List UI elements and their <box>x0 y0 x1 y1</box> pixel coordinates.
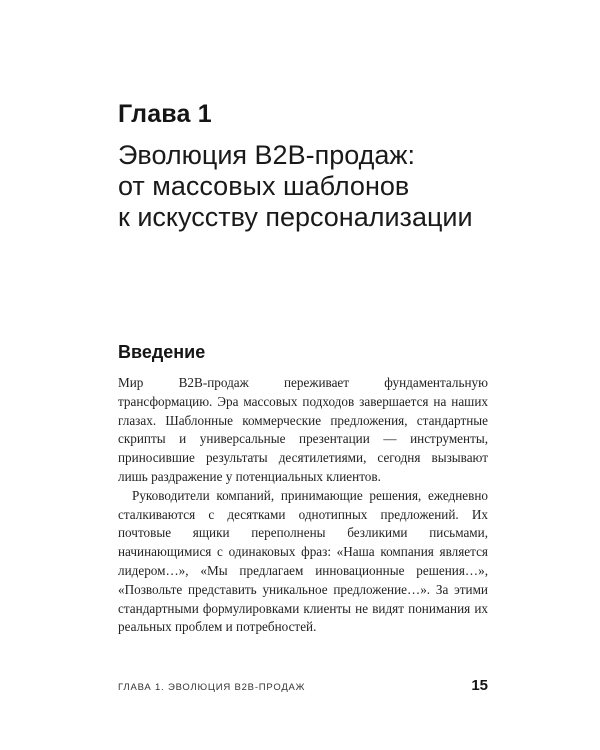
chapter-title-line: от массовых шаблонов <box>118 171 410 201</box>
section-heading: Введение <box>118 342 206 362</box>
chapter-title-line: Эволюция B2B-продаж: <box>118 140 415 170</box>
paragraph: Руководители компаний, принимающие решения, ежедневно сталкиваются с десятками однотипных предложений. Их почтовые ящики переполнены безликими письмами, начинающимися с одинаковых фраз: «Наша компания является лидером…», «Мы предлагаем инновационные решения…», «Позвольте представить уникальное предложение…». За этими стандартными формулировками клиенты не видят понимания их реальных проблем и потребностей. <box>118 487 488 635</box>
running-footer: ГЛАВА 1. ЭВОЛЮЦИЯ B2B-ПРОДАЖ <box>118 682 306 693</box>
page-number: 15 <box>471 677 488 694</box>
chapter-title-line: к искусству персонализации <box>118 202 473 232</box>
chapter-title <box>118 140 578 233</box>
chapter-label: Глава 1 <box>118 100 212 128</box>
body-text <box>118 374 488 637</box>
paragraph: Мир B2B-продаж переживает фундаментальную трансформацию. Эра массовых подходов завершается на наших глазах. Шаблонные коммерческие предложения, стандартные скрипты и универсальные презентации — инструменты, приносившие результаты десятилетиями, сегодня вызывают лишь раздражение у потенциальных клиентов. <box>118 375 488 484</box>
